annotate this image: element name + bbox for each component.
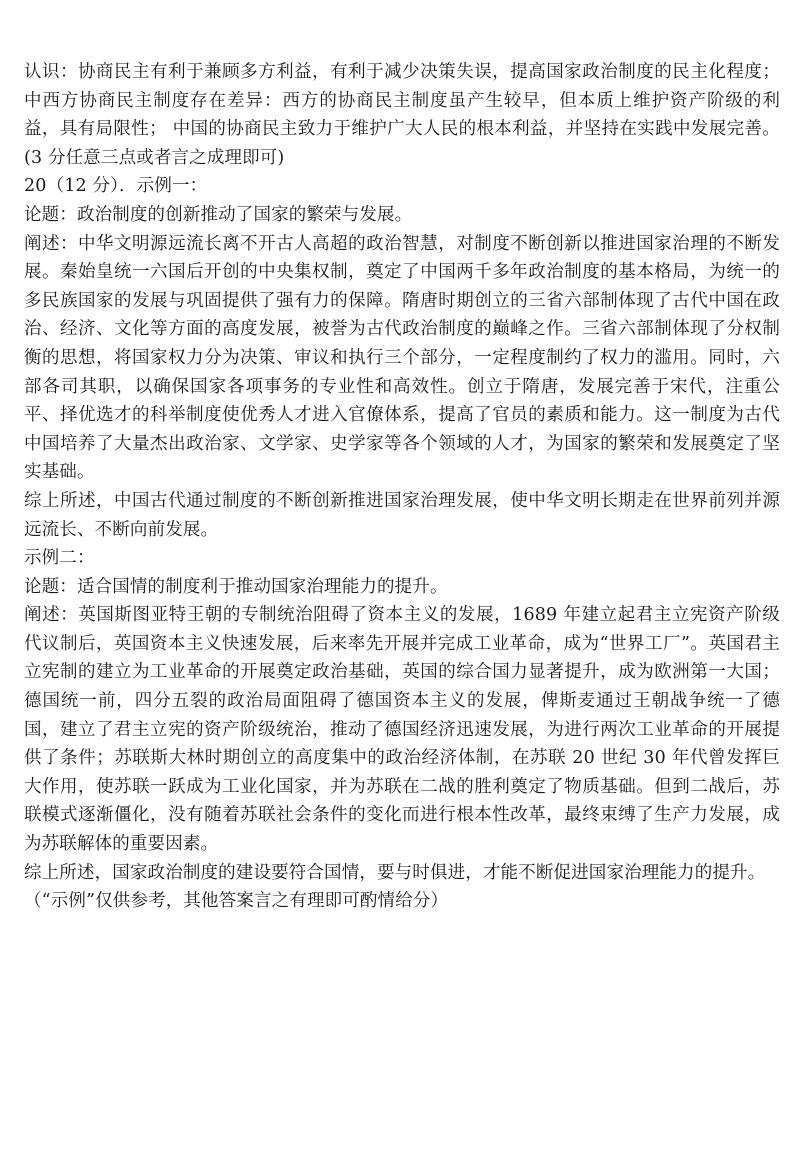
- paragraph-example-1-conclusion: 综上所述，中国古代通过制度的不断创新推进国家治理发展，使中华文明长期走在世界前列并源远流长、不断向前发展。: [24, 490, 780, 540]
- paragraph-example-1-thesis: 论题：政治制度的创新推动了国家的繁荣与发展。: [24, 204, 413, 225]
- paragraph-example-2-heading: 示例二：: [24, 548, 95, 569]
- paragraph-example-2-conclusion: 综上所述，国家政治制度的建设要符合国情，要与时俱进，才能不断促进国家治理能力的提升。: [24, 862, 766, 883]
- paragraph-scoring-note: （“示例”仅供参考，其他答案言之有理即可酌情给分）: [24, 891, 449, 912]
- paragraph-question-20-heading: 20（12 分）．示例一：: [24, 176, 208, 197]
- document-body: [24, 58, 780, 916]
- paragraph-example-1-elaboration: 阐述：中华文明源远流长离不开古人高超的政治智慧，对制度不断创新以推进国家治理的不断发展。秦始皇统一六国后开创的中央集权制，奠定了中国两千多年政治制度的基本格局，为统一的多民族国家的发展与巩固提供了强有力的保障。隋唐时期创立的三省六部制体现了古代中国在政治、经济、文化等方面的高度发展，被誉为古代政治制度的巅峰之作。三省六部制体现了分权制衡的思想，将国家权力分为决策、审议和执行三个部分，一定程度制约了权力的滥用。同时，六部各司其职，以确保国家各项事务的专业性和高效性。创立于隋唐，发展完善于宋代，注重公平、择优选才的科举制度使优秀人才进入官僚体系，提高了官员的素质和能力。这一制度为古代中国培养了大量杰出政治家、文学家、史学家等各个领域的人才，为国家的繁荣和发展奠定了坚实基础。: [24, 233, 780, 483]
- paragraph-example-2-elaboration: 阐述：英国斯图亚特王朝的专制统治阻碍了资本主义的发展，1689 年建立起君主立宪资产阶级代议制后，英国资本主义快速发展，后来率先开展并完成工业革命，成为“世界工厂”。英国君主立宪制的建立为工业革命的开展奠定政治基础，英国的综合国力显著提升，成为欧洲第一大国；德国统一前，四分五裂的政治局面阻碍了德国资本主义的发展，俾斯麦通过王朝战争统一了德国，建立了君主立宪的资产阶级统治，推动了德国经济迅速发展，为进行两次工业革命的开展提供了条件；苏联斯大林时期创立的高度集中的政治经济体制，在苏联 20 世纪 30 年代曾发挥巨大作用，使苏联一跃成为工业化国家，并为苏联在二战的胜利奠定了物质基础。但到二战后，苏联模式逐渐僵化，没有随着苏联社会条件的变化而进行根本性改革，最终束缚了生产力发展，成为苏联解体的重要因素。: [24, 605, 780, 855]
- paragraph-recognition: 认识：协商民主有利于兼顾多方利益，有利于减少决策失误，提高国家政治制度的民主化程度；中西方协商民主制度存在差异：西方的协商民主制度虽产生较早，但本质上维护资产阶级的利益，具有局限性； 中国的协商民主致力于维护广大人民的根本利益，并坚持在实践中发展完善。(3 分任意三点或者言之成理即可): [24, 62, 780, 168]
- paragraph-example-2-thesis: 论题：适合国情的制度利于推动国家治理能力的提升。: [24, 576, 448, 597]
